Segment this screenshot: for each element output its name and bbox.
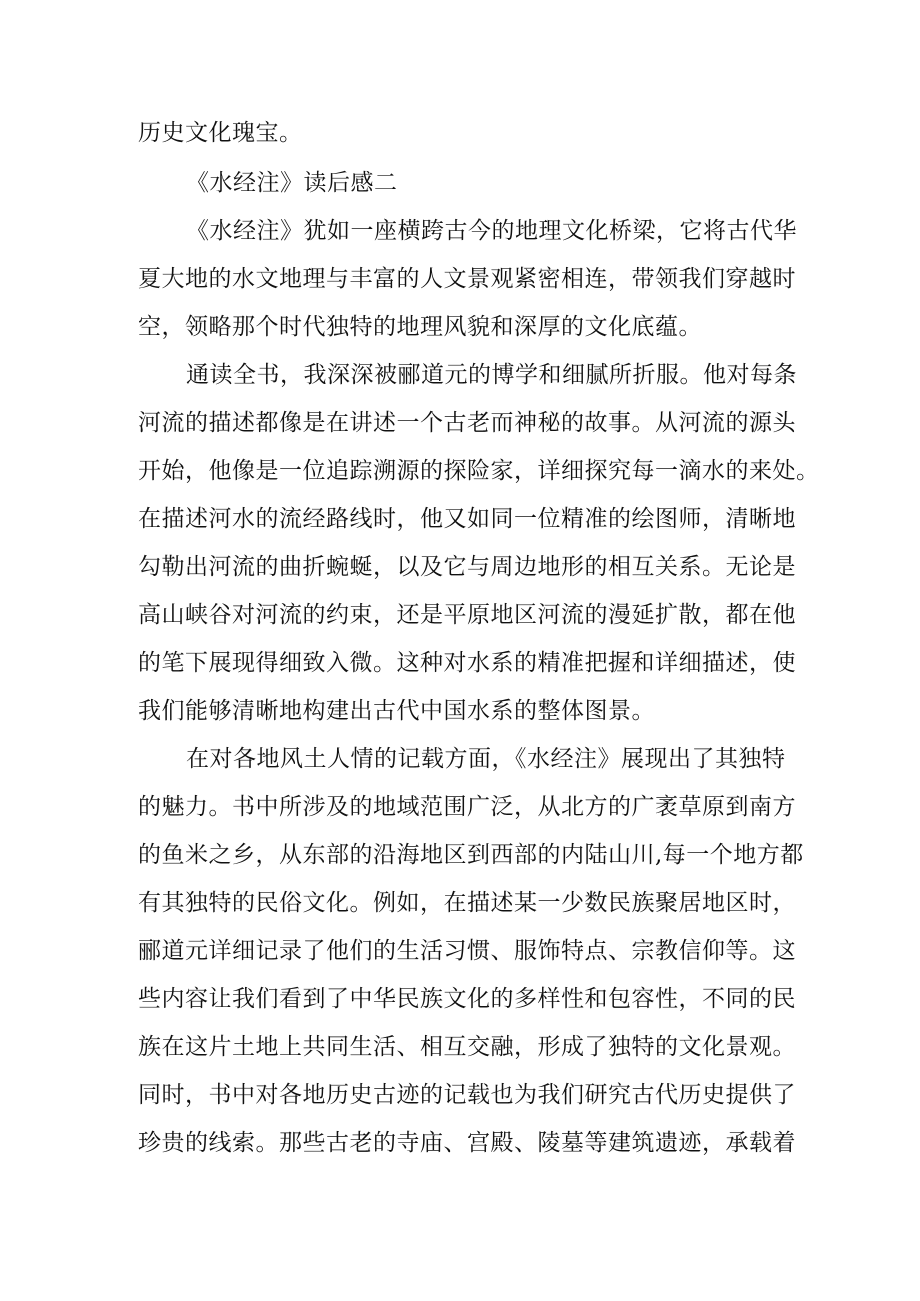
paragraph-1-line-3: 空，领略那个时代独特的地理风貌和深厚的文化底蕴。 (138, 314, 702, 340)
paragraph-3-line-4: 有其独特的民俗文化。例如，在描述某一少数民族聚居地区时， (138, 890, 796, 916)
paragraph-3-line-9: 珍贵的线索。那些古老的寺庙、宫殿、陵墓等建筑遗迹，承载着 (138, 1130, 796, 1156)
paragraph-2-line-2: 河流的描述都像是在讲述一个古老而神秘的故事。从河流的源头 (138, 410, 796, 436)
paragraph-2-line-8: 我们能够清晰地构建出古代中国水系的整体图景。 (138, 698, 655, 724)
text-line-closing: 历史文化瑰宝。 (138, 120, 303, 146)
paragraph-3-line-8: 同时，书中对各地历史古迹的记载也为我们研究古代历史提供了 (138, 1082, 796, 1108)
paragraph-3-line-5: 郦道元详细记录了他们的生活习惯、服饰特点、宗教信仰等。这 (138, 938, 796, 964)
paragraph-3-line-6: 些内容让我们看到了中华民族文化的多样性和包容性，不同的民 (138, 986, 796, 1012)
paragraph-2-line-5: 勾勒出河流的曲折蜿蜒，以及它与周边地形的相互关系。无论是 (138, 554, 796, 580)
section-title: 《水经注》读后感二 (186, 170, 398, 196)
paragraph-2-line-4: 在描述河水的流经路线时，他又如同一位精准的绘图师，清晰地 (138, 506, 796, 532)
paragraph-1-line-2: 夏大地的水文地理与丰富的人文景观紧密相连，带领我们穿越时 (138, 266, 796, 292)
paragraph-3-line-1: 在对各地风土人情的记载方面，《水经注》展现出了其独特 (186, 746, 786, 772)
paragraph-2-line-1: 通读全书，我深深被郦道元的博学和细腻所折服。他对每条 (186, 362, 797, 388)
paragraph-2-line-3: 开始，他像是一位追踪溯源的探险家，详细探究每一滴水的来处。 (138, 458, 820, 484)
paragraph-3-line-3: 的鱼米之乡，从东部的沿海地区到西部的内陆山川,每一个地方都 (138, 842, 804, 868)
paragraph-2-line-7: 的笔下展现得细致入微。这种对水系的精准把握和详细描述，使 (138, 650, 796, 676)
paragraph-1-line-1: 《水经注》犹如一座横跨古今的地理文化桥梁，它将古代华 (186, 218, 797, 244)
paragraph-3-line-7: 族在这片土地上共同生活、相互交融，形成了独特的文化景观。 (138, 1034, 796, 1060)
paragraph-2-line-6: 高山峡谷对河流的约束，还是平原地区河流的漫延扩散，都在他 (138, 602, 796, 628)
paragraph-3-line-2: 的魅力。书中所涉及的地域范围广泛，从北方的广袤草原到南方 (138, 794, 796, 820)
